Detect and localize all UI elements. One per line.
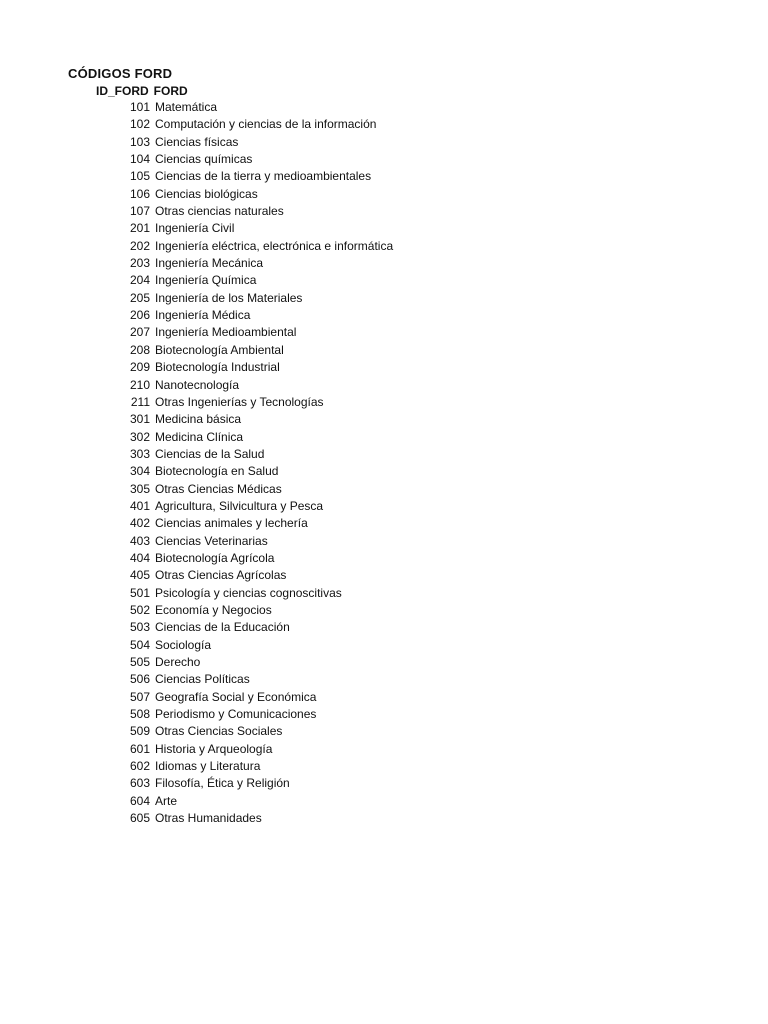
row-code: 305 xyxy=(129,481,150,496)
table-row xyxy=(100,707,415,724)
table-row xyxy=(100,759,415,776)
table-row xyxy=(100,516,415,533)
row-name: Ingeniería Química xyxy=(155,273,257,288)
row-name: Biotecnología Industrial xyxy=(155,360,280,375)
row-code: 103 xyxy=(129,134,150,149)
table-row xyxy=(100,100,415,117)
row-name: Idiomas y Literatura xyxy=(155,759,261,774)
row-code: 202 xyxy=(129,238,150,253)
row-code: 605 xyxy=(129,811,150,826)
row-name: Otras Ciencias Médicas xyxy=(155,481,282,496)
row-name: Ciencias de la Salud xyxy=(155,446,265,461)
row-code: 205 xyxy=(129,290,150,305)
row-name: Sociología xyxy=(155,637,212,652)
row-name: Nanotecnología xyxy=(155,377,240,392)
table-row xyxy=(100,499,415,516)
row-name: Periodismo y Comunicaciones xyxy=(155,707,317,722)
row-code: 502 xyxy=(129,602,150,617)
row-code: 206 xyxy=(129,308,150,323)
document-title: CÓDIGOS FORD xyxy=(68,66,173,81)
row-code: 207 xyxy=(129,325,150,340)
table-row xyxy=(100,325,415,342)
table-row xyxy=(100,360,415,377)
row-code: 501 xyxy=(129,585,150,600)
row-name: Medicina básica xyxy=(155,412,242,427)
row-name: Historia y Arqueología xyxy=(155,741,273,756)
row-code: 404 xyxy=(129,550,150,565)
table-row xyxy=(100,742,415,759)
row-name: Biotecnología en Salud xyxy=(155,464,279,479)
id-column-header: ID_FORD xyxy=(96,84,149,98)
row-name: Ciencias Veterinarias xyxy=(155,533,268,548)
row-code: 302 xyxy=(129,429,150,444)
row-name: Ciencias físicas xyxy=(155,134,239,149)
row-code: 402 xyxy=(129,516,150,531)
row-code: 506 xyxy=(129,672,150,687)
row-name: Ciencias de la Educación xyxy=(155,620,290,635)
row-name: Agricultura, Silvicultura y Pesca xyxy=(155,498,324,513)
row-name: Ingeniería Médica xyxy=(155,308,251,323)
row-name: Medicina Clínica xyxy=(155,429,244,444)
row-name: Matemática xyxy=(155,100,218,114)
row-code: 101 xyxy=(129,100,150,114)
table-row xyxy=(100,603,415,620)
table-row xyxy=(100,412,415,429)
table-row xyxy=(100,395,415,412)
row-code: 209 xyxy=(129,360,150,375)
row-name: Derecho xyxy=(155,655,201,669)
table-row xyxy=(100,672,415,689)
row-code: 508 xyxy=(129,707,150,722)
table-row xyxy=(100,378,415,395)
table-row xyxy=(100,239,415,256)
table-row xyxy=(100,568,415,585)
table-header xyxy=(96,84,188,98)
table-row xyxy=(100,776,415,793)
row-code: 603 xyxy=(129,776,150,791)
row-name: Ingeniería Civil xyxy=(155,221,235,236)
row-code: 601 xyxy=(129,741,150,756)
row-name: Ingeniería Mecánica xyxy=(155,256,264,271)
row-code: 602 xyxy=(129,759,150,774)
table-row xyxy=(100,135,415,152)
row-name: Ciencias biológicas xyxy=(155,186,258,201)
table-row xyxy=(100,534,415,551)
row-name: Psicología y ciencias cognoscitivas xyxy=(155,585,342,600)
table-row xyxy=(100,690,415,707)
row-name: Ciencias animales y lechería xyxy=(155,516,308,531)
row-code: 303 xyxy=(129,446,150,461)
table-row xyxy=(100,256,415,273)
table-row xyxy=(100,430,415,447)
row-name: Ingeniería Medioambiental xyxy=(155,325,297,340)
table-row xyxy=(100,447,415,464)
table-row xyxy=(100,273,415,290)
row-name: Ciencias de la tierra y medioambientales xyxy=(155,169,372,184)
row-name: Computación y ciencias de la información xyxy=(155,117,377,132)
row-name: Otras Humanidades xyxy=(155,811,262,826)
table-row xyxy=(100,620,415,637)
row-code: 102 xyxy=(129,117,150,132)
table-row xyxy=(100,638,415,655)
row-code: 208 xyxy=(129,342,150,357)
row-code: 211 xyxy=(130,394,150,409)
row-code: 104 xyxy=(129,152,150,167)
row-code: 201 xyxy=(129,221,150,236)
row-name: Filosofía, Ética y Religión xyxy=(155,776,290,791)
row-code: 304 xyxy=(129,464,150,479)
table-row xyxy=(100,343,415,360)
table-row xyxy=(100,221,415,238)
row-code: 403 xyxy=(129,533,150,548)
row-name: Biotecnología Agrícola xyxy=(155,550,275,565)
row-name: Biotecnología Ambiental xyxy=(155,342,284,357)
table-row xyxy=(100,308,415,325)
row-code: 105 xyxy=(129,169,150,184)
row-code: 107 xyxy=(129,204,150,219)
table-row xyxy=(100,551,415,568)
codes-table xyxy=(100,100,415,828)
row-name: Ingeniería eléctrica, electrónica e informática xyxy=(155,238,394,253)
row-name: Ingeniería de los Materiales xyxy=(155,290,303,305)
row-code: 504 xyxy=(129,637,150,652)
row-name: Otras Ingenierías y Tecnologías xyxy=(155,394,324,409)
table-row xyxy=(100,291,415,308)
row-name: Ciencias químicas xyxy=(155,152,253,167)
row-name: Ciencias Políticas xyxy=(155,672,250,687)
row-code: 401 xyxy=(129,498,150,513)
row-name: Arte xyxy=(155,793,178,808)
row-name: Economía y Negocios xyxy=(155,602,272,617)
table-row xyxy=(100,655,415,672)
table-row xyxy=(100,169,415,186)
row-code: 604 xyxy=(129,793,150,808)
table-row xyxy=(100,117,415,134)
table-row xyxy=(100,152,415,169)
row-code: 503 xyxy=(129,620,150,635)
row-code: 507 xyxy=(129,689,150,704)
table-row xyxy=(100,187,415,204)
row-code: 405 xyxy=(129,568,150,583)
table-row xyxy=(100,794,415,811)
table-row xyxy=(100,464,415,481)
row-code: 301 xyxy=(129,412,150,427)
table-row xyxy=(100,204,415,221)
table-row xyxy=(100,724,415,741)
row-code: 203 xyxy=(129,256,150,271)
table-row xyxy=(100,482,415,499)
row-name: Otras Ciencias Sociales xyxy=(155,724,283,739)
row-code: 210 xyxy=(129,377,150,392)
table-row xyxy=(100,811,415,828)
row-code: 509 xyxy=(129,724,150,739)
row-code: 204 xyxy=(129,273,150,288)
row-name: Otras ciencias naturales xyxy=(155,204,284,219)
table-row xyxy=(100,586,415,603)
row-name: Geografía Social y Económica xyxy=(155,689,317,704)
name-column-header: FORD xyxy=(153,84,188,98)
row-code: 505 xyxy=(129,655,150,669)
row-code: 106 xyxy=(129,186,150,201)
row-name: Otras Ciencias Agrícolas xyxy=(155,568,287,583)
